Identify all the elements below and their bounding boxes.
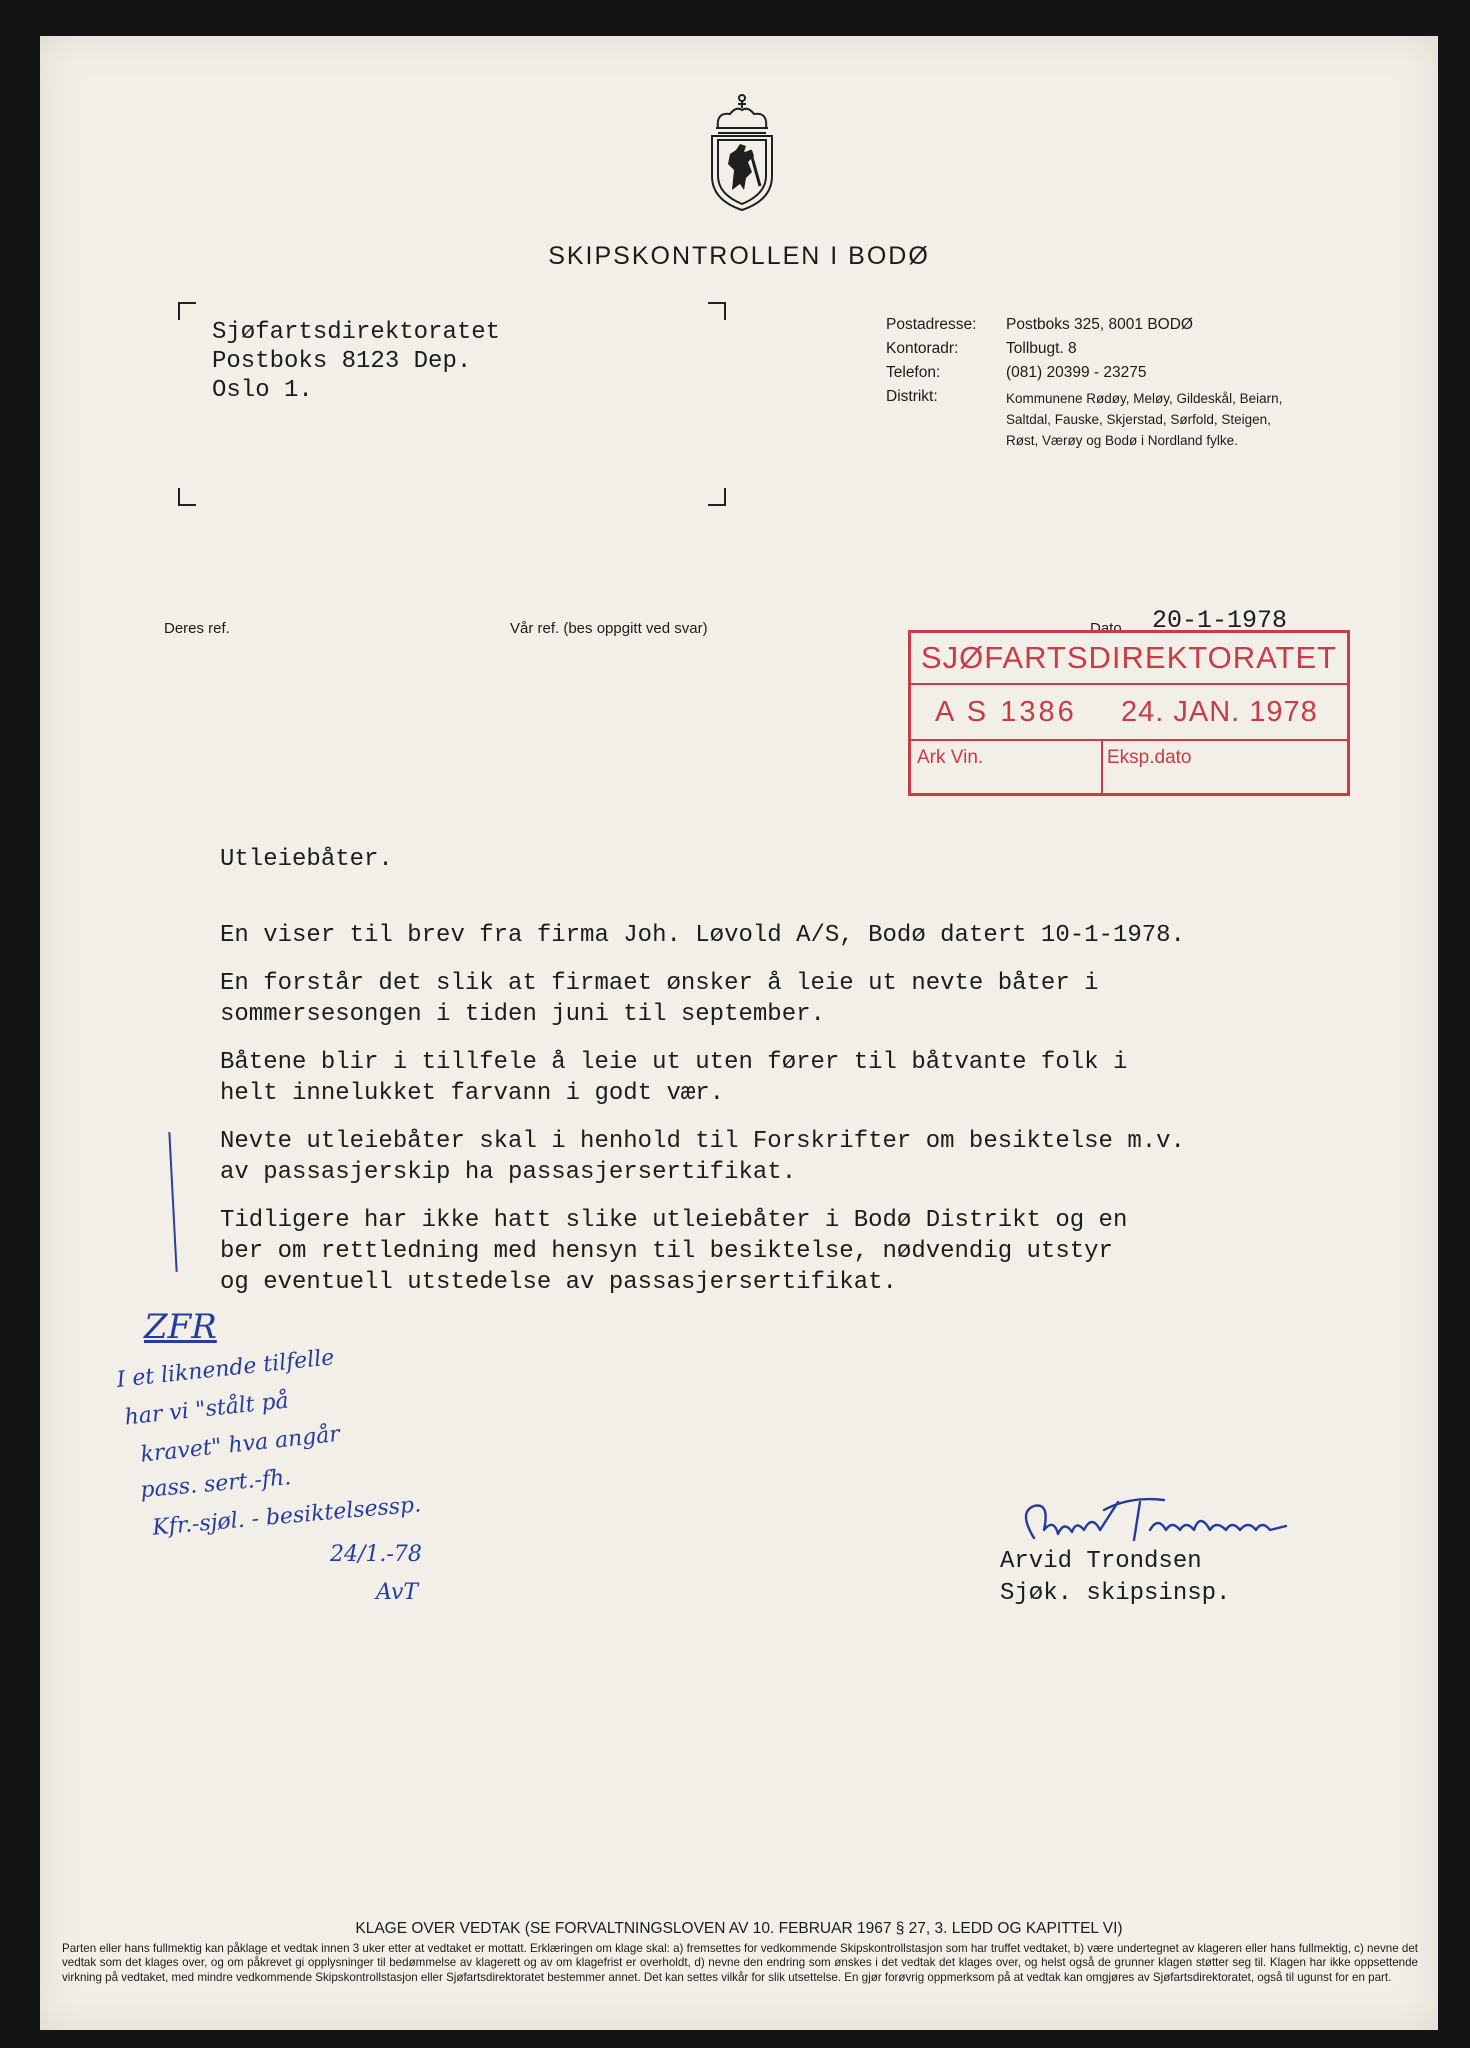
handwritten-line: Kfr.-sjøl. - besiktelsessp.: [151, 1492, 423, 1541]
stamp-divider: [1101, 741, 1103, 793]
handwritten-line: AvT: [376, 1580, 419, 1605]
office-label: Kontoradr:: [886, 340, 959, 357]
recipient-line: Sjøfartsdirektoratet: [212, 319, 501, 346]
stamp-received-date: 24. JAN. 1978: [1121, 696, 1318, 728]
stamp-dispatch-label: Eksp.dato: [1107, 747, 1192, 768]
letter-paragraph: Tidligere har ikke hatt slike utleiebåter i Bodø Distrikt og en ber om rettledning med hensyn til besiktelse, nødvendig utstyr og eventuell utstedelse av passasjersertifikat.: [220, 1207, 1128, 1296]
district-value: Kommunene Rødøy, Meløy, Gildeskål, Beiarn, Saltdal, Fauske, Skjerstad, Sørfold, Steigen, Røst, Værøy og Bodø i Nordland fylke.: [1006, 391, 1283, 448]
address-window-corner: [708, 488, 726, 506]
handwritten-line: pass. sert.-fh.: [139, 1465, 293, 1504]
date-label: Dato: [1090, 620, 1122, 637]
recipient-line: Oslo 1.: [212, 377, 313, 404]
recipient-address: [212, 318, 500, 405]
signer-name: Arvid Trondsen: [1000, 1548, 1202, 1575]
letter-body: [220, 920, 1390, 1315]
signer-block: [1000, 1546, 1230, 1610]
sender-contact-block: [886, 316, 1306, 451]
appeal-notice-text: Parten eller hans fullmektig kan påklage et vedtak innen 3 uker etter at vedtaket er mottatt. Erklæringen om klage skal: a) fremsettes for vedkommende Skipskontrollstasjon som har truffet vedtaket, b) være undertegnet av klageren eller hans fullmektig, c) nevne det vedtak som det klages over, og om påkrevet gi opplysninger til bedømmelse av klagerett og av om klagefrist er overholdt, d) nevne den endring som ønskes i det vedtak det klages over, og helst også de grunner klagen støtter seg til. Klagen har ikke oppsettende virkning på vedtaket, med mindre vedkommende Skipskontrollstasjon eller Sjøfartsdirektoratet bestemmer annet. Det kan settes vilkår for slik utsettelse. En gjør forøvrig oppmerksom på at vedtak kan omgjøres av Sjøfartsdirektoratet, også til ugunst for en part.: [62, 1942, 1418, 1984]
postal-label: Postadresse:: [886, 316, 977, 333]
letter-paragraph: En viser til brev fra firma Joh. Løvold A/S, Bodø datert 10-1-1978.: [220, 922, 1185, 949]
letter-paragraph: En forstår det slik at firmaet ønsker å leie ut nevte båter i sommersesongen i tiden juni til september.: [220, 970, 1099, 1028]
stamp-footer-row: [911, 741, 1347, 793]
organization-name: SKIPSKONTROLLEN I BODØ: [548, 242, 930, 270]
handwritten-line: 24/1.-78: [330, 1542, 422, 1567]
date-value: 20-1-1978: [1152, 606, 1288, 635]
phone-label: Telefon:: [886, 364, 941, 381]
letter-paragraph: Nevte utleiebåter skal i henhold til Forskrifter om besiktelse m.v. av passasjerskip ha passasjersertifikat.: [220, 1128, 1185, 1186]
letter-subject: Utleiebåter.: [220, 846, 393, 873]
address-window-corner: [178, 302, 196, 320]
handwritten-line: I et liknende tilfelle: [115, 1345, 336, 1393]
letter-paragraph: Båtene blir i tillfele å leie ut uten fører til båtvante folk i helt innelukket farvann i godt vær.: [220, 1049, 1128, 1107]
address-window-corner: [178, 488, 196, 506]
letter-sheet: [40, 36, 1438, 2030]
stamp-registration-number: A S 1386: [935, 696, 1077, 728]
handwritten-line: har vi "stålt på: [123, 1388, 290, 1431]
phone-value: (081) 20399 - 23275: [1006, 364, 1147, 381]
district-label: Distrikt:: [886, 388, 938, 405]
their-reference-label: Deres ref.: [164, 620, 230, 637]
handwritten-line: kravet" hva angår: [139, 1421, 342, 1468]
received-stamp: [908, 630, 1350, 796]
our-reference-label: Vår ref. (bes oppgitt ved svar): [510, 620, 708, 637]
stamp-archive-label: Ark Vin.: [917, 747, 984, 768]
handwritten-line: ZFR: [144, 1307, 217, 1347]
signer-title: Sjøk. skipsinsp.: [1000, 1580, 1231, 1607]
recipient-line: Postboks 8123 Dep.: [212, 348, 472, 375]
postal-value: Postboks 325, 8001 BODØ: [1006, 316, 1193, 333]
margin-pen-mark: [168, 1132, 177, 1272]
appeal-notice-title: KLAGE OVER VEDTAK (SE FORVALTNINGSLOVEN AV 10. FEBRUAR 1967 § 27, 3. LEDD OG KAPITTEL VI): [355, 1920, 1123, 1937]
office-value: Tollbugt. 8: [1006, 340, 1077, 357]
address-window-corner: [708, 302, 726, 320]
stamp-header: SJØFARTSDIREKTORATET: [911, 633, 1347, 685]
coat-of-arms-icon: [700, 92, 784, 212]
stamp-registration-row: [911, 685, 1347, 741]
handwritten-note: [100, 1308, 422, 1612]
